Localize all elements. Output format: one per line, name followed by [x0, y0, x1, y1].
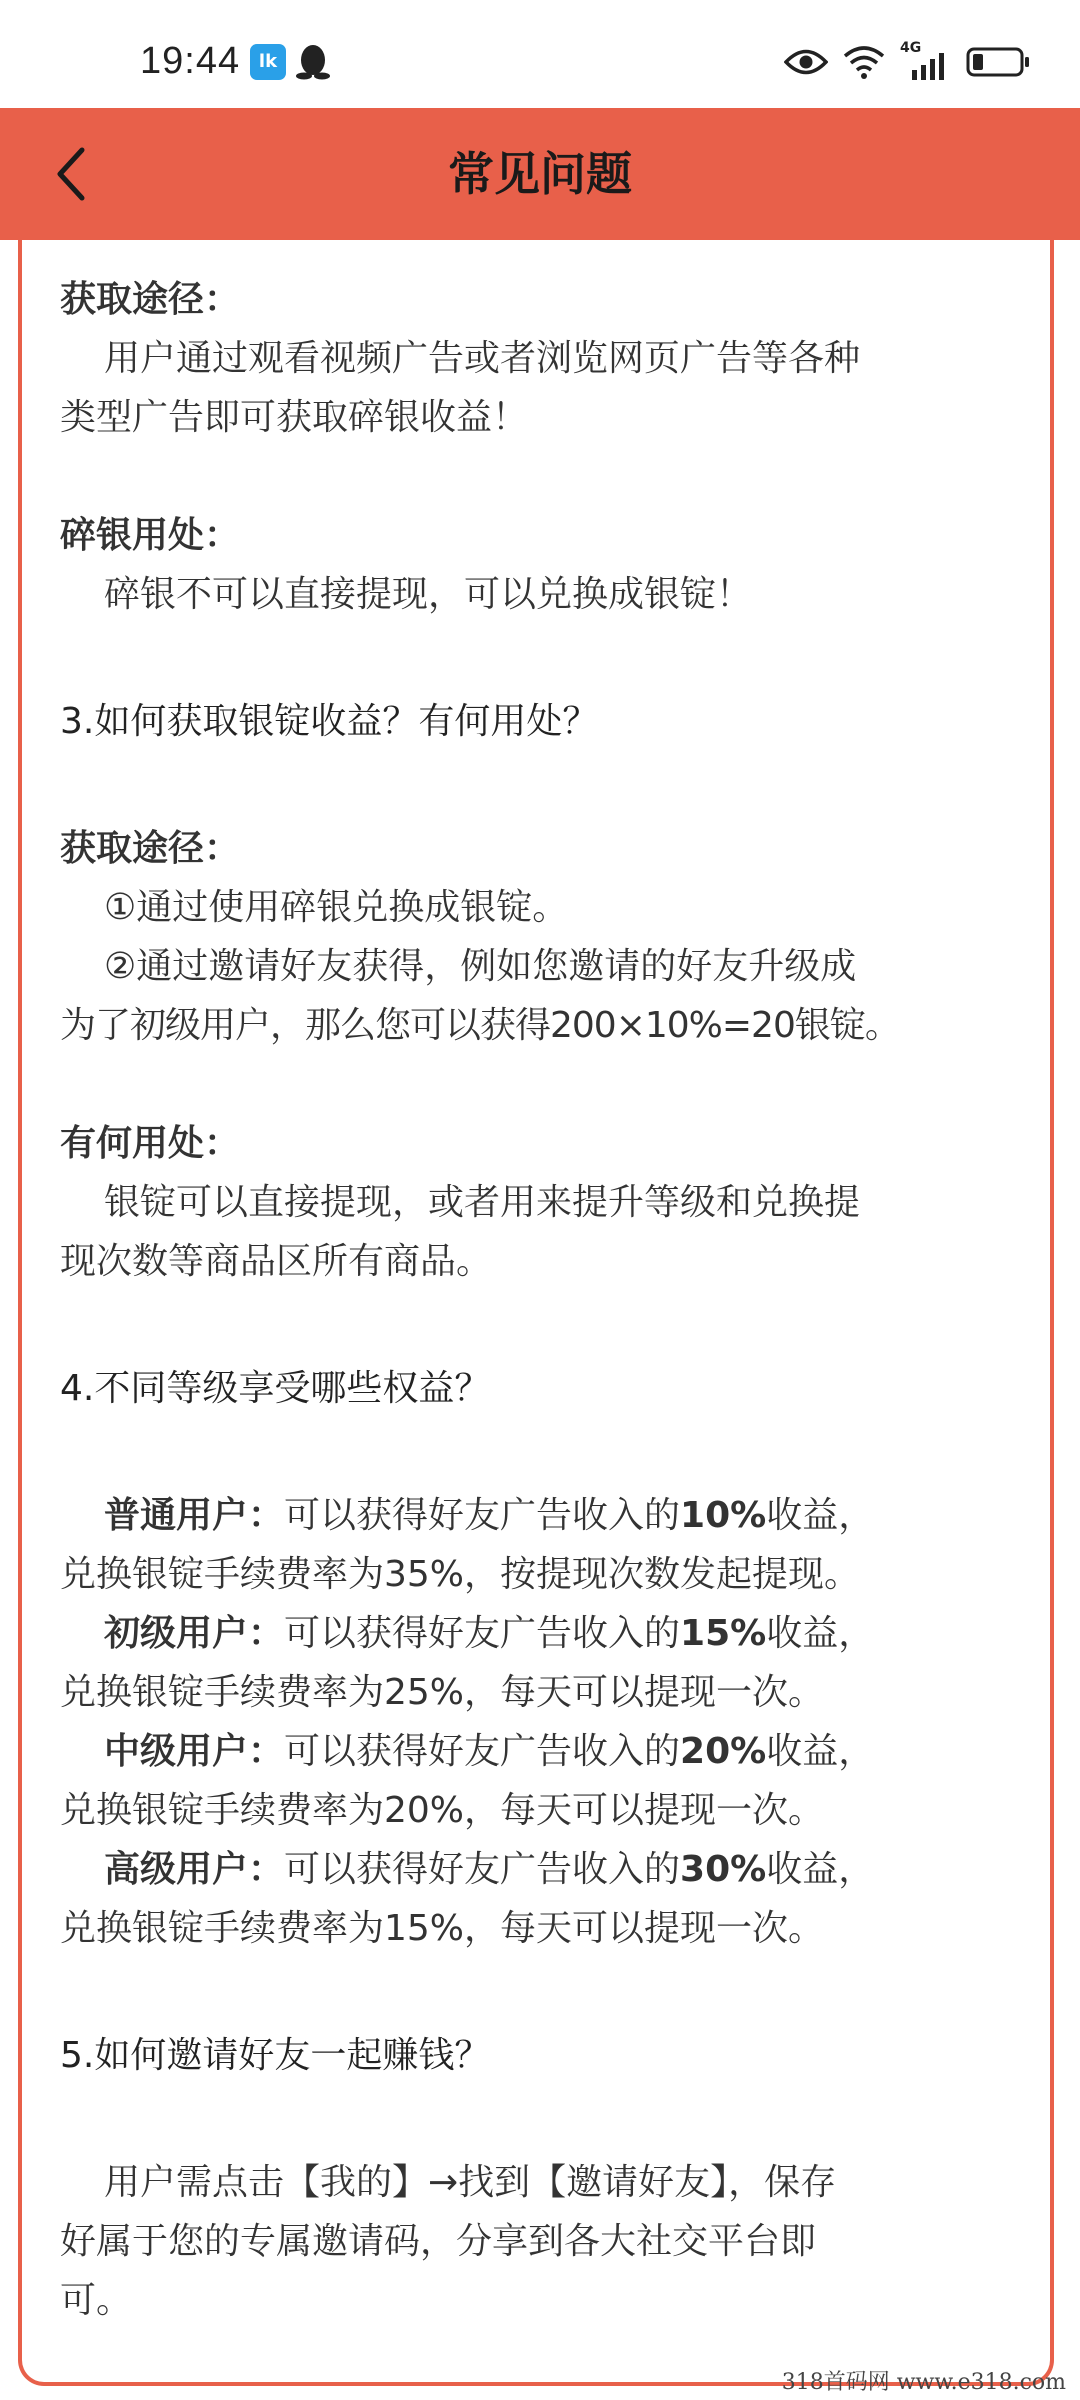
paragraph-line: 类型广告即可获取碎银收益！ — [60, 397, 529, 438]
level-fee-line: 兑换银锭手续费率为35%，按提现次数发起提现。 — [60, 1554, 861, 1595]
paragraph-line: ②通过邀请好友获得，例如您邀请的好友升级成 — [104, 946, 857, 987]
level-percent: 30% — [680, 1849, 767, 1890]
level-text: 可以获得好友广告收入的 — [284, 1849, 681, 1890]
paragraph-line: 为了初级用户，那么您可以获得200×10%=20银锭。 — [60, 1005, 900, 1046]
paragraph-line: ①通过使用碎银兑换成银锭。 — [104, 887, 569, 928]
level-text: 收益， — [766, 1613, 875, 1654]
section-heading: 获取途径： — [60, 828, 241, 869]
level-text: 收益， — [766, 1495, 875, 1536]
level-name: 中级用户： — [104, 1731, 285, 1772]
level-percent: 15% — [680, 1613, 767, 1654]
level-text: 收益， — [766, 1849, 875, 1890]
level-fee-line: 兑换银锭手续费率为15%，每天可以提现一次。 — [60, 1908, 825, 1949]
level-line — [60, 1722, 1020, 1781]
faq-question-3: 3.如何获取银锭收益？有何用处？ — [60, 701, 599, 742]
level-percent: 10% — [680, 1495, 767, 1536]
paragraph-line: 现次数等商品区所有商品。 — [60, 1241, 493, 1282]
level-line — [60, 1486, 1020, 1545]
section-heading: 有何用处： — [60, 1123, 241, 1164]
level-line — [60, 1604, 1020, 1663]
wifi-icon — [842, 44, 886, 80]
section-heading: 碎银用处： — [60, 515, 241, 556]
level-line — [60, 1840, 1020, 1899]
paragraph-line: 碎银不可以直接提现，可以兑换成银锭！ — [104, 574, 753, 615]
status-icons — [784, 42, 1030, 82]
battery-icon — [966, 46, 1030, 78]
faq-question-4: 4.不同等级享受哪些权益？ — [60, 1368, 491, 1409]
app-notification-icon: lk — [250, 44, 286, 80]
section-heading: 获取途径： — [60, 279, 241, 320]
site-watermark: 318首码网 www.e318.com — [781, 2370, 1066, 2395]
paragraph-line: 用户通过观看视频广告或者浏览网页广告等各种 — [104, 338, 861, 379]
network-type-label: 4G — [900, 40, 922, 56]
level-name: 普通用户： — [104, 1495, 285, 1536]
status-bar — [0, 0, 1080, 108]
faq-content — [60, 270, 1020, 2330]
level-text: 可以获得好友广告收入的 — [284, 1613, 681, 1654]
qq-penguin-icon — [296, 42, 330, 80]
app-header — [0, 108, 1080, 240]
paragraph-line: 用户需点击【我的】→找到【邀请好友】，保存 — [104, 2162, 837, 2203]
level-name: 高级用户： — [104, 1849, 285, 1890]
cellular-signal-icon — [900, 40, 952, 80]
status-time: 19:44 — [140, 40, 241, 82]
paragraph-line: 银锭可以直接提现，或者用来提升等级和兑换提 — [104, 1182, 861, 1223]
level-text: 可以获得好友广告收入的 — [284, 1495, 681, 1536]
level-name: 初级用户： — [104, 1613, 285, 1654]
level-fee-line: 兑换银锭手续费率为25%，每天可以提现一次。 — [60, 1672, 825, 1713]
level-percent: 20% — [680, 1731, 767, 1772]
faq-question-5: 5.如何邀请好友一起赚钱？ — [60, 2035, 491, 2076]
level-fee-line: 兑换银锭手续费率为20%，每天可以提现一次。 — [60, 1790, 825, 1831]
level-text: 收益， — [766, 1731, 875, 1772]
paragraph-line: 可。 — [60, 2280, 133, 2321]
eye-icon — [784, 47, 828, 77]
page-title: 常见问题 — [448, 147, 632, 201]
paragraph-line: 好属于您的专属邀请码，分享到各大社交平台即 — [60, 2221, 817, 2262]
level-text: 可以获得好友广告收入的 — [284, 1731, 681, 1772]
